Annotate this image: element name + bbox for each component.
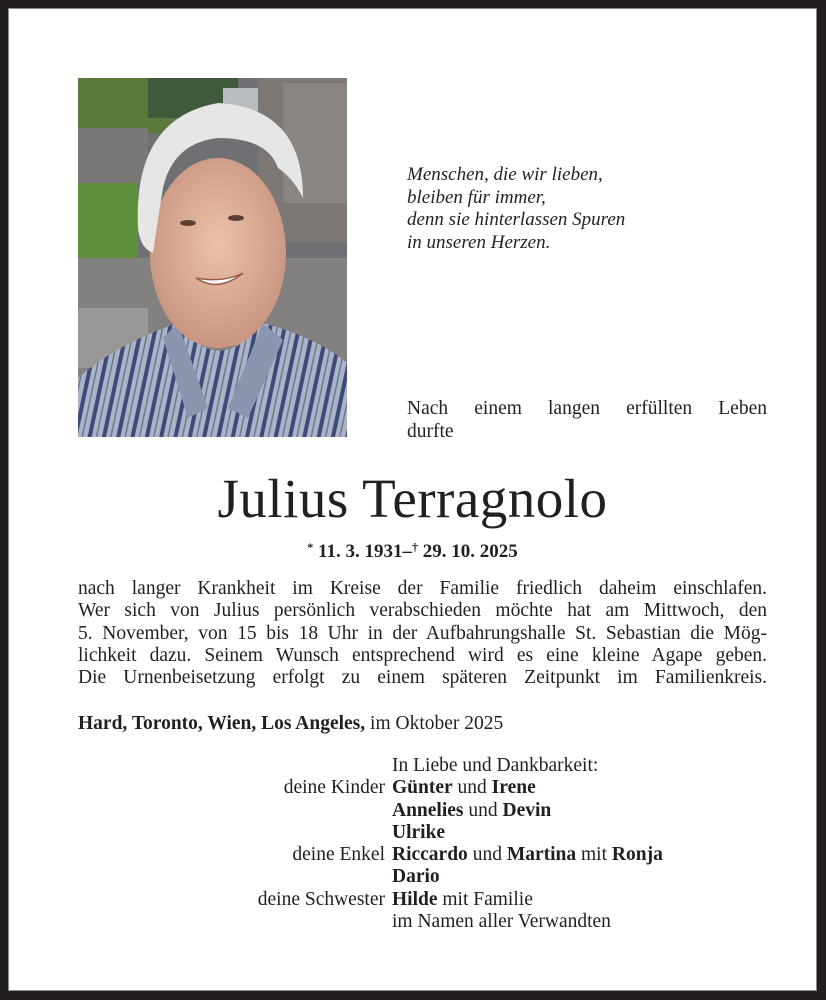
date-separator: –	[402, 541, 412, 562]
quote-line: Menschen, die wir lieben,	[407, 164, 603, 185]
sister-name: Hilde	[392, 888, 438, 910]
announcement-date: im Oktober 2025	[370, 713, 504, 734]
family-heading-row	[9, 755, 818, 777]
body-line: Die Urnenbeisetzung erfolgt zu einem späteren Zeitpunkt im Familienkreis.	[78, 667, 767, 689]
child-name: Günter	[392, 777, 453, 799]
quote-line: bleiben für immer,	[407, 186, 546, 208]
body-line: lichkeit dazu. Seinem Wunsch entsprechend wird es eine kleine Agape geben.	[78, 644, 767, 666]
portrait-photo	[78, 78, 347, 437]
death-date: 29. 10. 2025	[422, 541, 518, 562]
place-and-date	[78, 712, 503, 736]
announcement-body	[78, 578, 767, 689]
grandchildren-row: deine Enkel Riccardo und Martina mit Ronja	[9, 844, 818, 866]
body-line: Wer sich von Julius persönlich verabschieden möchte hat am Mittwoch, den	[78, 600, 767, 622]
intro-line-2: durfte	[407, 420, 454, 442]
birth-date: 11. 3. 1931	[318, 541, 403, 562]
intro-line-1: Nach einem langen erfüllten Leben	[407, 398, 767, 419]
deceased-name: Julius Terragnolo	[217, 468, 608, 529]
child-name: Ulrike	[392, 821, 446, 843]
children-row: deine Kinder Günter und Irene	[9, 777, 818, 799]
grandchildren-row	[9, 866, 818, 888]
memorial-quote	[407, 164, 625, 254]
obituary-page	[8, 8, 817, 991]
children-row: Annelies und Devin	[392, 799, 552, 821]
death-symbol-icon: †	[411, 540, 418, 554]
closing-text: im Namen aller Verwandten	[392, 911, 611, 933]
sister-row: deine Schwester Hilde mit Familie	[9, 889, 818, 911]
grandchildren-label: deine Enkel	[292, 844, 385, 866]
quote-line: in unseren Herzen.	[407, 231, 551, 253]
closing-row	[9, 911, 818, 933]
locations: Hard, Toronto, Wien, Los Angeles,	[78, 713, 366, 734]
sister-label: deine Schwester	[257, 888, 385, 910]
grandchild-name: Riccardo	[392, 844, 468, 866]
partner-name: Martina	[506, 844, 577, 866]
children-row	[9, 822, 818, 844]
spouse-name: Devin	[502, 799, 552, 821]
children-label: deine Kinder	[283, 777, 385, 799]
grandchild-name: Dario	[392, 866, 440, 888]
family-heading: In Liebe und Dankbarkeit:	[392, 755, 599, 776]
life-dates	[9, 534, 816, 565]
spouse-name: Irene	[491, 777, 536, 799]
body-line: 5. November, von 15 bis 18 Uhr in der Aufbahrungshalle St. Sebastian die Mög-	[78, 622, 767, 644]
body-line: nach langer Krankheit im Kreise der Familie friedlich daheim einschlafen.	[78, 578, 767, 599]
quote-line: denn sie hinterlassen Spuren	[407, 209, 626, 230]
intro-text	[407, 398, 767, 443]
great-grandchild-name: Ronja	[611, 844, 663, 866]
birth-symbol: *	[307, 540, 314, 554]
portrait-image	[78, 78, 347, 437]
child-name: Annelies	[392, 799, 464, 821]
mourners-list	[9, 755, 818, 933]
